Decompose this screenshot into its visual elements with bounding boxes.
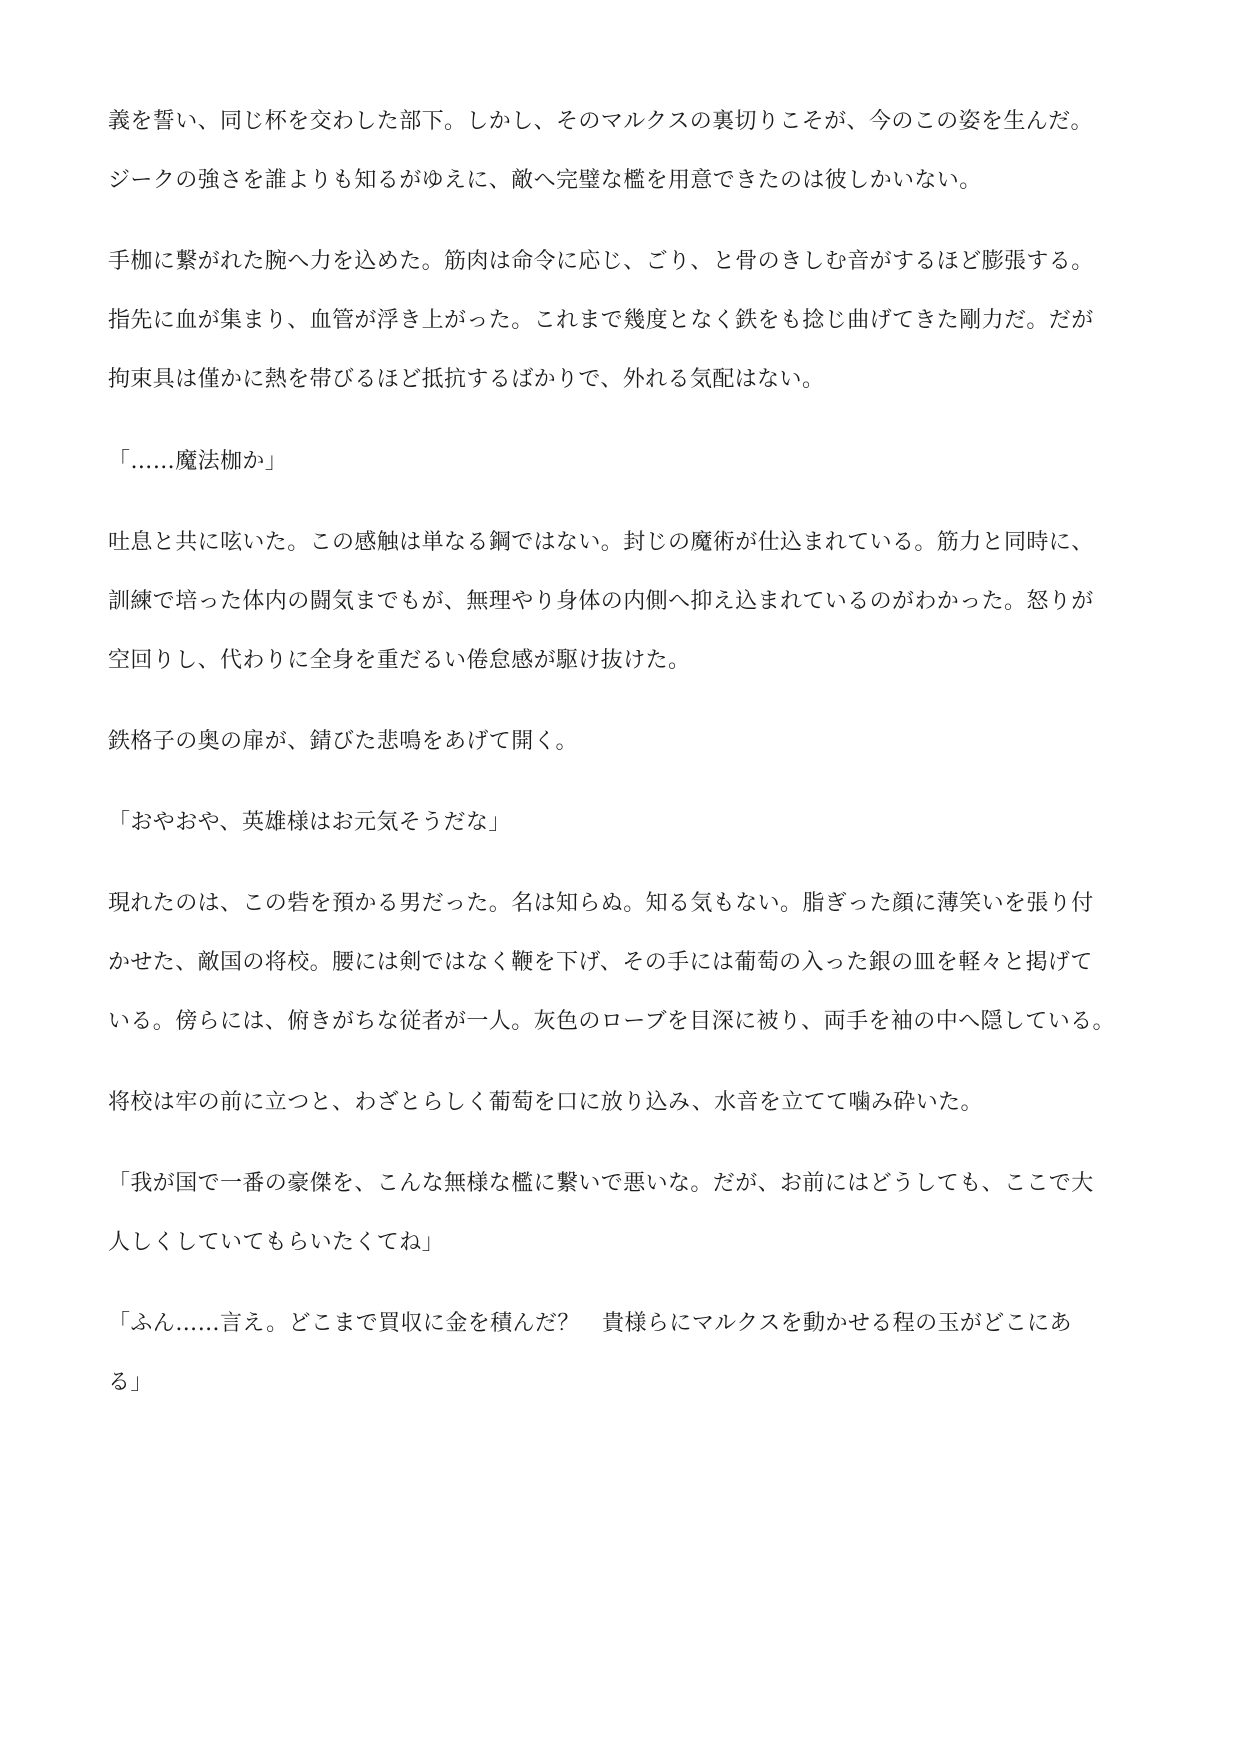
dialogue-line: 「おやおや、英雄様はお元気そうだな」 bbox=[108, 810, 511, 835]
text-line: 現れたのは、この砦を預かる男だった。名は知らぬ。知る気もない。脂ぎった顔に薄笑いを張り付 bbox=[108, 891, 1094, 916]
text-line: かせた、敵国の将校。腰には剣ではなく鞭を下げ、その手には葡萄の入った銀の皿を軽々と掲げて bbox=[108, 950, 1093, 975]
text-line: いる。傍らには、俯きがちな従者が一人。灰色のローブを目深に被り、両手を袖の中へ隠している。 bbox=[108, 1009, 1115, 1034]
dialogue-line: 「我が国で一番の豪傑を、こんな無様な檻に繋いで悪いな。だが、お前にはどうしても、ここで大 bbox=[108, 1171, 1094, 1196]
dialogue-line: る」 bbox=[108, 1370, 153, 1395]
text-line: 拘束具は僅かに熱を帯びるほど抵抗するばかりで、外れる気配はない。 bbox=[108, 367, 825, 392]
dialogue-line: 人しくしていてもらいたくてね」 bbox=[108, 1230, 445, 1255]
text-line: 空回りし、代わりに全身を重だるい倦怠感が駆け抜けた。 bbox=[108, 648, 691, 673]
dialogue-line: 「ふん……言え。どこまで買収に金を積んだ？ 貴様らにマルクスを動かせる程の玉がどこにあ bbox=[108, 1311, 1072, 1336]
dialogue-line: 「……魔法枷か」 bbox=[108, 449, 288, 474]
text-line: 吐息と共に呟いた。この感触は単なる鋼ではない。封じの魔術が仕込まれている。筋力と同時に、 bbox=[108, 530, 1094, 555]
text-line: 義を誓い、同じ杯を交わした部下。しかし、そのマルクスの裏切りこそが、今のこの姿を生んだ。 bbox=[108, 109, 1093, 134]
text-line: 訓練で培った体内の闘気までもが、無理やり身体の内側へ抑え込まれているのがわかった。怒りが bbox=[108, 589, 1094, 614]
text-line: 指先に血が集まり、血管が浮き上がった。これまで幾度となく鉄をも捻じ曲げてきた剛力だ。だが bbox=[108, 308, 1094, 333]
text-line: 将校は牢の前に立つと、わざとらしく葡萄を口に放り込み、水音を立てて噛み砕いた。 bbox=[108, 1090, 983, 1115]
text-line: 手枷に繋がれた腕へ力を込めた。筋肉は命令に応じ、ごり、と骨のきしむ音がするほど膨張する。 bbox=[108, 249, 1094, 274]
text-line: ジークの強さを誰よりも知るがゆえに、敵へ完璧な檻を用意できたのは彼しかいない。 bbox=[108, 168, 982, 193]
text-line: 鉄格子の奥の扉が、錆びた悲鳴をあげて開く。 bbox=[108, 729, 578, 754]
